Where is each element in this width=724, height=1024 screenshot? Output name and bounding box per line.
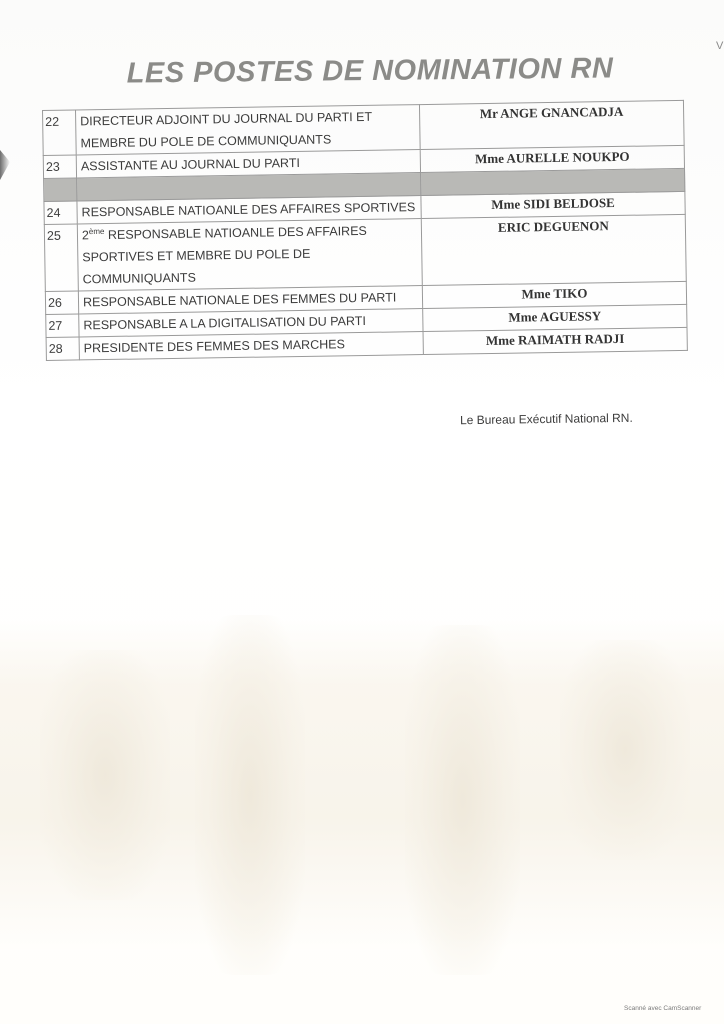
bleed-through-shape [405, 625, 520, 975]
nominee-name: ERIC DEGUENON [421, 214, 686, 285]
ordinal-number: 2 [81, 228, 90, 243]
nominee-name: Mr ANGE GNANCADJA [419, 100, 684, 149]
row-number: 25 [44, 224, 78, 292]
nomination-table-wrap [42, 100, 688, 361]
role-line: SPORTIVES ET MEMBRE DU POLE DE [82, 246, 311, 265]
role-cell [77, 219, 422, 291]
page-fold-shadow [0, 150, 10, 180]
bleed-through-shape [195, 615, 305, 975]
signature-footer: Le Bureau Exécutif National RN. [459, 410, 633, 428]
role-cell [79, 332, 423, 360]
role-line: DIRECTEUR ADJOINT DU JOURNAL DU PARTI ET [80, 109, 373, 129]
role-line: COMMUNIQUANTS [82, 270, 196, 287]
role-line: ASSISTANTE AU JOURNAL DU PARTI [80, 155, 301, 174]
nominee-name: Mme AGUESSY [423, 304, 687, 331]
bleed-through-shape [560, 640, 690, 860]
nominee-name: Mme RAIMATH RADJI [423, 327, 687, 354]
nominee-name: Mme TIKO [422, 281, 686, 308]
role-line: MEMBRE DU POLE DE COMMUNIQUANTS [80, 132, 332, 151]
role-line: RESPONSABLE NATIONALE DES FEMMES DU PARTI [82, 290, 397, 310]
role-line: PRESIDENTE DES FEMMES DES MARCHES [83, 337, 345, 356]
nominee-name: Mme AURELLE NOUKPO [420, 145, 684, 172]
ordinal-suffix: ème [88, 226, 105, 237]
document-title: LES POSTES DE NOMINATION RN [126, 52, 614, 90]
table-row [44, 214, 686, 291]
scanner-watermark: Scanné avec CamScanner [624, 1005, 702, 1012]
role-line: RESPONSABLE NATIOANLE DES AFFAIRES SPORTIVES [81, 200, 416, 220]
nomination-table [42, 100, 688, 361]
row-number: 26 [45, 291, 78, 315]
row-number: 22 [43, 110, 77, 156]
row-number: 28 [46, 337, 79, 361]
row-number: 24 [44, 201, 77, 225]
nominee-name: Mme SIDI BELDOSE [421, 191, 685, 218]
row-number: 23 [43, 155, 76, 179]
row-number: 27 [46, 314, 79, 338]
role-line: RESPONSABLE A LA DIGITALISATION DU PARTI [83, 313, 366, 333]
bleed-through-shape [40, 650, 170, 900]
role-line-text: RESPONSABLE NATIOANLE DES AFFAIRES [104, 223, 367, 243]
corner-mark: V [716, 40, 724, 52]
role-cell [76, 105, 421, 155]
